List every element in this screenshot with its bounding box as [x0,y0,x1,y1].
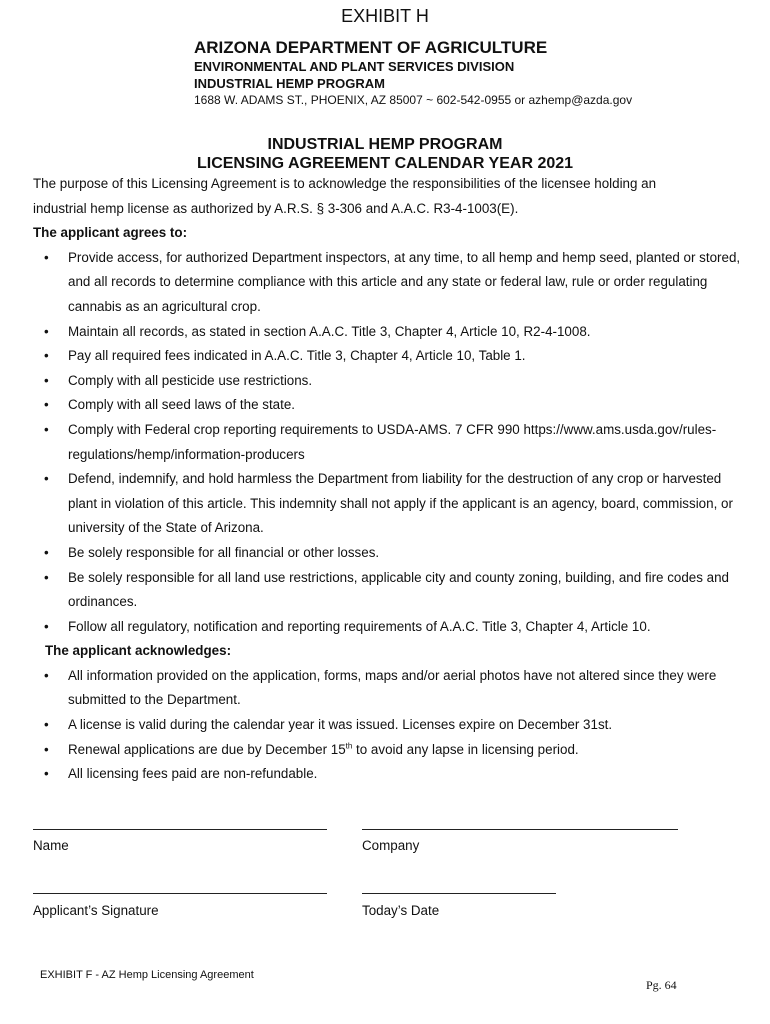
name-signature-line[interactable] [33,829,327,830]
applicant-signature-line[interactable] [33,893,327,894]
program-name: INDUSTRIAL HEMP PROGRAM [194,76,385,91]
date-label: Today’s Date [362,903,440,918]
bullet-icon: • [44,372,49,388]
org-name: ARIZONA DEPARTMENT OF AGRICULTURE [194,38,548,57]
list-item: • Be solely responsible for all financial or other losses. [33,541,745,566]
bullet-icon: • [44,471,49,487]
document-title-line1: INDUSTRIAL HEMP PROGRAM [267,136,503,153]
exhibit-label: EXHIBIT H [341,6,429,26]
bullet-icon: • [44,717,49,733]
list-item: • Follow all regulatory, notification and reporting requirements of A.A.C. Title 3, Chapter 4, Article 10. [33,615,745,640]
division-name: ENVIRONMENTAL AND PLANT SERVICES DIVISION [194,59,515,74]
bullet-icon: • [44,741,49,757]
agreement-body [33,172,745,787]
document-title-line2: LICENSING AGREEMENT CALENDAR YEAR 2021 [196,155,574,172]
intro-line2: industrial hemp license as authorized by A.R.S. § 3-306 and A.A.C. R3-4-1003(E). [33,200,519,216]
bullet-icon: • [44,323,49,339]
bullet-icon: • [44,397,49,413]
company-signature-line[interactable] [362,829,678,830]
footer-label: EXHIBIT F - AZ Hemp Licensing Agreement [40,969,254,981]
agrees-list [33,246,745,640]
bullet-icon: • [44,249,49,265]
name-label: Name [33,838,69,853]
list-item: • Defend, indemnify, and hold harmless the Department from liability for the destruction of any crop or harvested plant in violation of this article. This indemnity shall not apply if the applicant is an agency, board, commission, or university of the State of Arizona. [33,467,745,541]
list-item: • Comply with all seed laws of the state. [33,393,745,418]
list-item: • All information provided on the application, forms, maps and/or aerial photos have not altered since they were submitted to the Department. [33,664,745,713]
applicant-signature-label: Applicant’s Signature [33,903,159,918]
bullet-icon: • [44,544,49,560]
contact-address: 1688 W. ADAMS ST., PHOENIX, AZ 85007 ~ 602-542-0955 or azhemp@azda.gov [194,93,633,107]
acknowledges-list [33,664,745,787]
intro-line1: The purpose of this Licensing Agreement is to acknowledge the responsibilities of the licensee holding an [33,176,657,191]
bullet-icon: • [44,766,49,782]
date-line[interactable] [362,893,556,894]
company-label: Company [362,838,420,853]
bullet-icon: • [44,618,49,634]
page-number: Pg. 64 [646,978,677,992]
list-item: • Maintain all records, as stated in section A.A.C. Title 3, Chapter 4, Article 10, R2-4-1008. [33,320,745,345]
list-item: • Be solely responsible for all land use restrictions, applicable city and county zoning, building, and fire codes and ordinances. [33,566,745,615]
agrees-heading: The applicant agrees to: [33,225,188,241]
bullet-icon: • [44,569,49,585]
list-item: • Pay all required fees indicated in A.A.C. Title 3, Chapter 4, Article 10, Table 1. [33,344,745,369]
bullet-icon: • [44,421,49,437]
list-item: • Comply with all pesticide use restrictions. [33,369,745,394]
list-item: • Comply with Federal crop reporting requirements to USDA-AMS. 7 CFR 990 https://www.ams.usda.gov/rules-regulations/hemp/information-producers [33,418,745,467]
bullet-icon: • [44,667,49,683]
acknowledges-heading: The applicant acknowledges: [45,643,232,659]
bullet-icon: • [44,348,49,364]
list-item: • All licensing fees paid are non-refundable. [33,762,745,787]
list-item: • Renewal applications are due by December 15th to avoid any lapse in licensing period. [33,738,745,763]
list-item: • Provide access, for authorized Department inspectors, at any time, to all hemp and hemp seed, planted or stored, and all records to determine compliance with this article and any state or federal law, rule or order regulating cannabis as an agricultural crop. [33,246,745,320]
list-item: • A license is valid during the calendar year it was issued. Licenses expire on December 31st. [33,713,745,738]
